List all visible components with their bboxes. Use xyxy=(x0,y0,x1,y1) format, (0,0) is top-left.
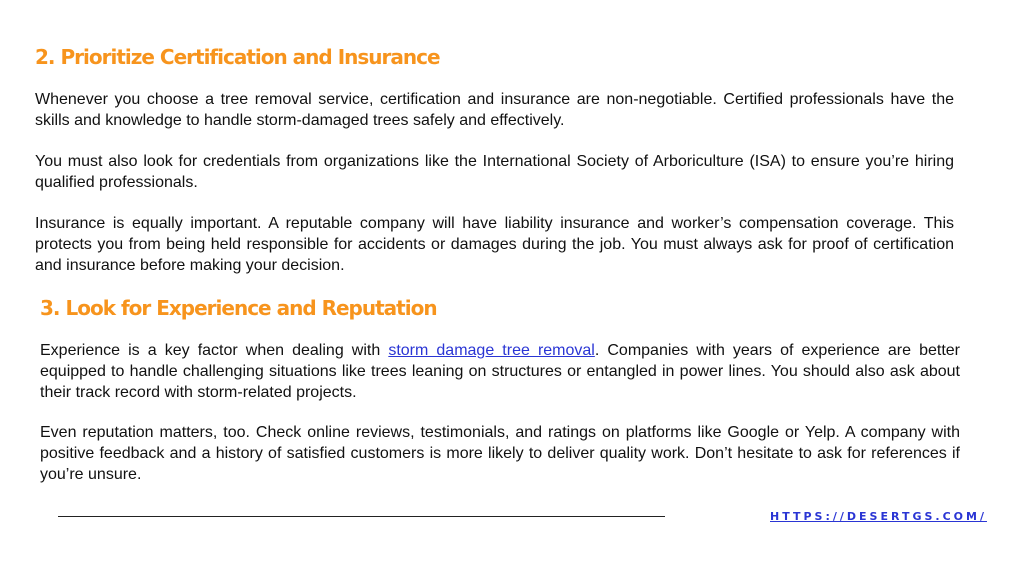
storm-damage-tree-removal-link[interactable]: storm damage tree removal xyxy=(388,342,595,359)
experience-text-after-link: . Companies with years of experience are better equipped to handle challenging situations like trees leaning on structures or entangled in power lines. You should also ask about their track record with storm-related projects. xyxy=(40,342,960,401)
paragraph-certification-intro: Whenever you choose a tree removal service, certification and insurance are non-negotiable. Certified professionals have the skills and knowledge to handle storm-damaged trees safely and effectively. xyxy=(35,91,954,129)
paragraph-insurance: Insurance is equally important. A reputable company will have liability insurance and worker’s compensation coverage. This protects you from being held responsible for accidents or damages during the job. You must always ask for proof of certification and insurance before making your decision. xyxy=(35,215,954,274)
footer-divider xyxy=(58,516,665,517)
footer-website-link[interactable]: HTTPS://DESERTGS.COM/ xyxy=(770,510,987,523)
paragraph-credentials: You must also look for credentials from organizations like the International Society of Arboriculture (ISA) to ensure you’re hiring qualified professionals. xyxy=(35,153,954,191)
experience-text-before-link: Experience is a key factor when dealing with xyxy=(40,342,389,359)
section-heading-experience: 3. Look for Experience and Reputation xyxy=(40,296,437,320)
paragraph-reputation: Even reputation matters, too. Check online reviews, testimonials, and ratings on platforms like Google or Yelp. A company with positive feedback and a history of satisfied customers is more likely to deliver quality work. Don’t hesitate to ask for references if you’re unsure. xyxy=(40,424,960,483)
paragraph-experience xyxy=(40,340,960,403)
section-heading-certification: 2. Prioritize Certification and Insurance xyxy=(35,45,440,69)
